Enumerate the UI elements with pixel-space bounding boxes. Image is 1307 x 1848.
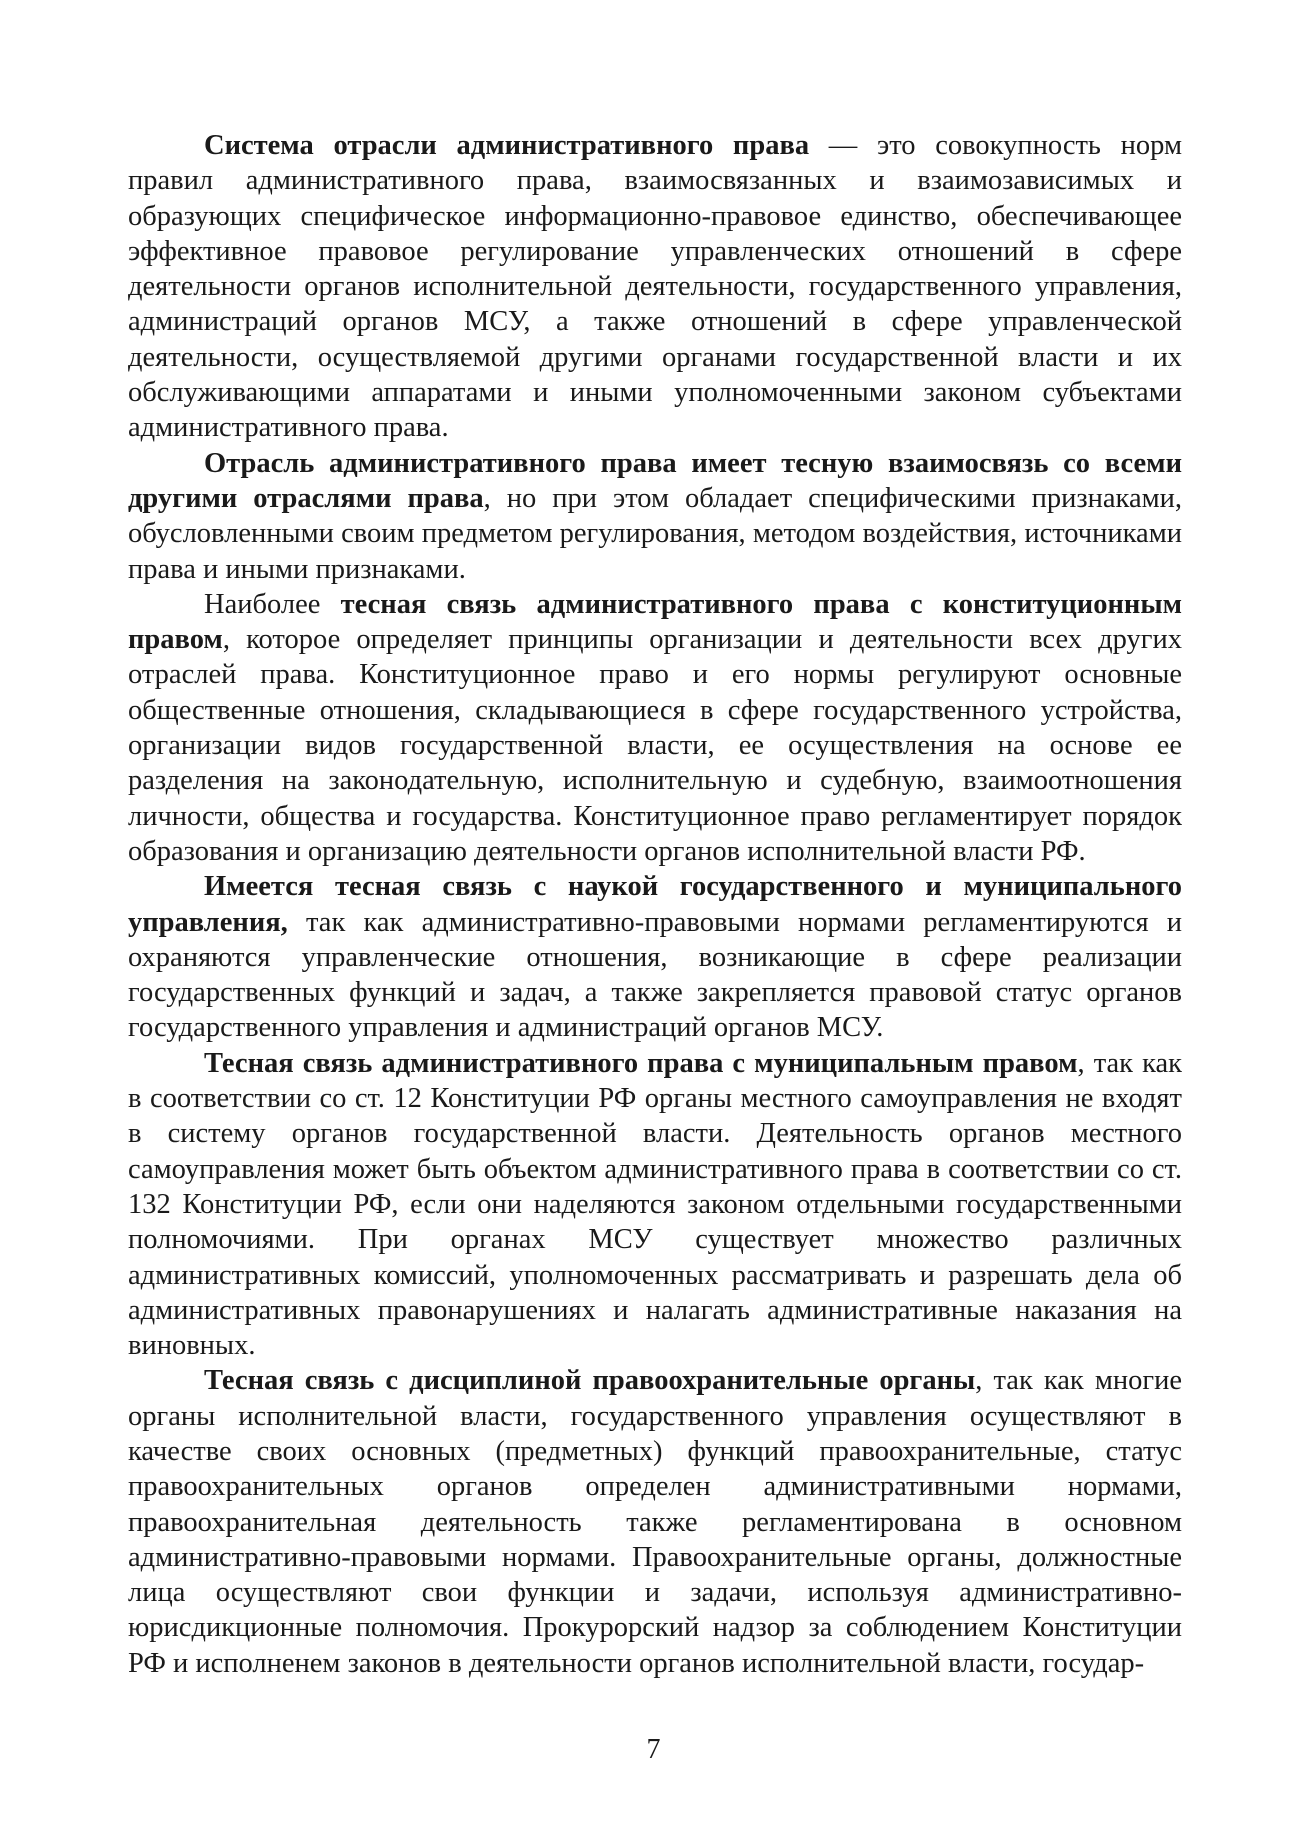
paragraph-public-administration (128, 869, 1182, 1045)
paragraph-text: , так как многие органы исполнительной власти, государственного управления осуществляют в качестве своих основных (предметных) функций правоохранительные, статус правоохранительных органов определен административными нормами, правоохранительная деятельность также регламентирована в основном административно-правовыми нормами. Правоохранительные органы, должностные лица осуществляют свои функции и задачи, используя административно-юрисдикционные полномочия. Прокурорский надзор за соблюдением Конституции РФ и исполненем законов в деятельности органов исполнительной власти, государ- (128, 1365, 1182, 1679)
paragraph-branch-relations (128, 446, 1182, 587)
paragraph-text: , так как в соответствии со ст. 12 Конституции РФ органы местного самоуправления не входят в систему органов государственной власти. Деятельность органов местного самоуправления может быть объектом административного права в соответствии со ст. 132 Конституции РФ, если они наделяются законом отдельными государственными полномочиями. При органах МСУ существует множество различных административных комиссий, уполномоченных рассматривать и разрешать дела об административных правонарушениях и налагать административные наказания на виновных. (128, 1047, 1182, 1362)
paragraph-bold-term: Отрасль административного права имеет тесную взаимосвязь со всеми другими отраслями права (128, 447, 1182, 514)
paragraph-text: , но при этом обладает специфическими признаками, обусловленными своим предметом регулирования, методом воздействия, источниками права и иными признаками. (128, 482, 1183, 585)
paragraph-text: так как административно-правовыми нормами регламентируются и охраняются управленческие отношения, возникающие в сфере реализации государственных функций и задач, а также закрепляется правовой статус органов государственного управления и администраций органов МСУ. (128, 906, 1182, 1044)
paragraph-constitutional-law (128, 587, 1182, 869)
paragraph-text: — это совокупность норм правил административного права, взаимосвязанных и взаимозависимых и образующих специфическое информационно-правовое единство, обеспечивающее эффективное правовое регулирование управленческих отношений в сфере деятельности органов исполнительной деятельности, государственного управления, администраций органов МСУ, а также отношений в сфере управленческой деятельности, осуществляемой другими органами государственной власти и их обслуживающими аппаратами и иными уполномоченными законом субъектами административного права. (128, 130, 1182, 444)
paragraph-municipal-law (128, 1046, 1182, 1364)
paragraph-text: , которое определяет принципы организации и деятельности всех других отраслей права. Конституционное право и его нормы регулируют основные общественные отношения, складывающиеся в сфере государственного устройства, организации видов государственной власти, ее осуществления на основе ее разделения на законодательную, исполнительную и судебную, взаимоотношения личности, общества и государства. Конституционное право регламентирует порядок образования и организацию деятельности органов исполнительной власти РФ. (128, 624, 1182, 867)
paragraph-lead: Наиболее (204, 588, 341, 620)
paragraph-bold-term: Система отрасли административного права (204, 130, 810, 161)
paragraph-bold-term: Тесная связь административного права с муниципальным правом (204, 1047, 1078, 1079)
page-body (128, 128, 1182, 1681)
paragraph-bold-term: тесная связь административного права с конституционным правом (128, 588, 1182, 656)
paragraph-law-enforcement (128, 1363, 1182, 1681)
paragraph-bold-term: Тесная связь с дисциплиной правоохранительные органы (204, 1365, 976, 1397)
paragraph-bold-term: Имеется тесная связь с наукой государственного и муниципального управления, (128, 871, 1182, 938)
paragraph-system-of-branch (128, 128, 1182, 446)
page-number: 7 (646, 1734, 661, 1765)
